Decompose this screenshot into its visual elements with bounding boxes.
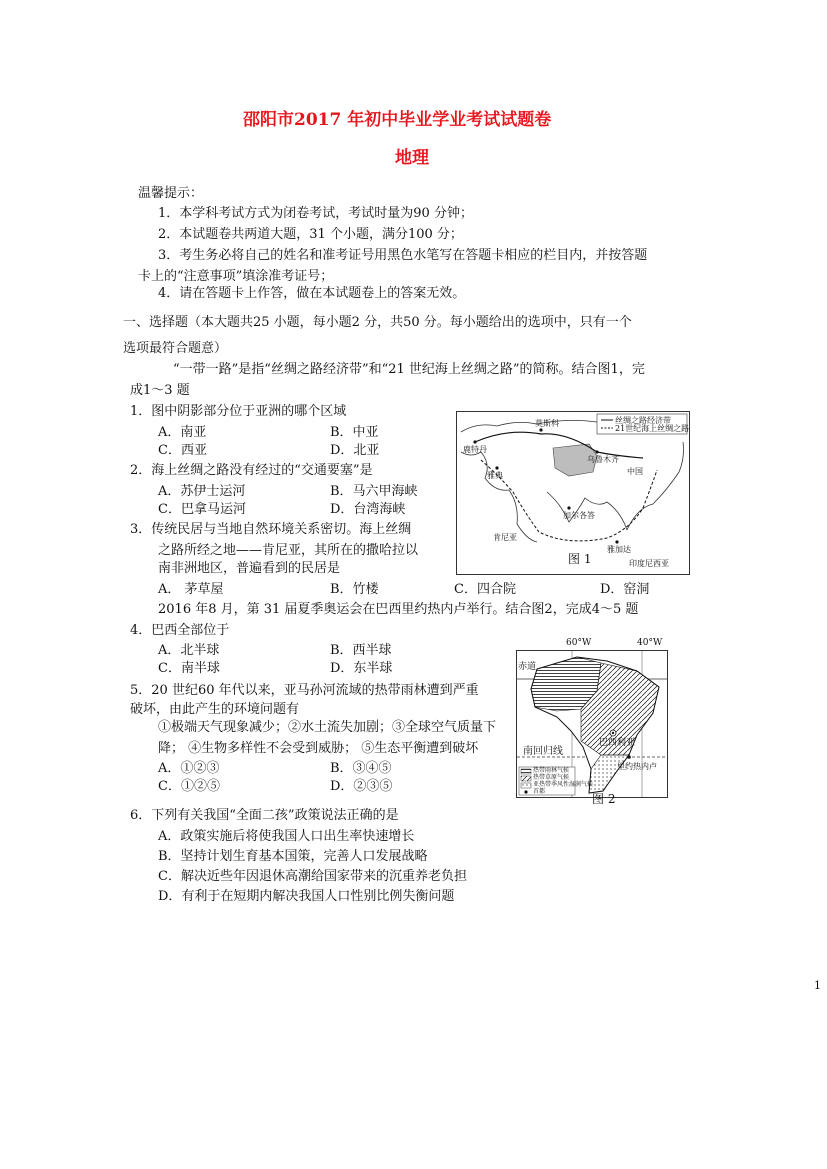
map-label: 中国 (627, 467, 643, 476)
option-c: C．四合院 (454, 582, 516, 597)
intro-text: “一带一路”是指“丝绸之路经济带”和“21 世纪海上丝绸之路”的简称。结合图1，完 (173, 362, 645, 377)
longitude-label: 40°W (637, 638, 663, 648)
option-b: B．竹楼 (330, 582, 379, 597)
question-stem: 5．20 世纪60 年代以来，亚马孙河流域的热带雨林遭到严重 (130, 683, 479, 698)
option-d: D．窑洞 (600, 582, 650, 597)
legend-item: 首都 (533, 788, 546, 795)
map-label: 乌鲁木齐 (587, 455, 619, 464)
legend-item: 亚热带季风性湿润气候 (533, 781, 594, 788)
silk-road-map (457, 412, 689, 574)
section-heading-cont: 选项最符合题意） (123, 341, 228, 356)
intro-text: 2016 年8 月，第 31 届夏季奥运会在巴西里约热内卢举行。结合图2，完成4～5 题 (158, 602, 639, 617)
legend-sea-route: 21世纪海上丝绸之路 (615, 424, 690, 433)
option-d: D．东半球 (330, 661, 393, 676)
option-c: C．解决近些年因退休高潮给国家带来的沉重养老负担 (158, 869, 467, 884)
subject-title: 地理 (395, 148, 429, 168)
option-d: D．北亚 (330, 443, 380, 458)
option-a: A．北半球 (158, 643, 220, 658)
section-heading: 一、选择题（本大题共25 小题，每小题2 分，共50 分。每小题给出的选项中，只有一个 (123, 315, 632, 330)
statement-list-cont: 降； ④生物多样性不会受到威胁； ⑤生态平衡遭到破坏 (158, 741, 479, 756)
figure-caption-2: 图 2 (592, 792, 616, 806)
option-a: A．南亚 (158, 425, 207, 440)
option-a: A． 茅草屋 (158, 582, 224, 597)
statement-list: ①极端天气现象减少；②水土流失加剧；③全球空气质量下 (158, 720, 497, 735)
map-figure-2 (516, 650, 668, 798)
rio-label: 里约热内卢 (617, 762, 657, 771)
map-label: 雅加达 (607, 545, 631, 554)
tropic-label: 南回归线 (523, 746, 563, 757)
map-label: 莫斯科 (535, 419, 559, 428)
legend-item: 热带草原气候 (533, 774, 570, 781)
option-a: A．苏伊士运河 (158, 484, 246, 499)
tip-item: 1．本学科考试方式为闭卷考试，考试时量为90 分钟； (158, 206, 473, 221)
option-c: C．①②⑤ (158, 779, 220, 794)
map-label: 雅典 (487, 471, 503, 480)
option-d: D．有利于在短期内解决我国人口性别比例失衡问题 (158, 889, 455, 904)
option-a: A．政策实施后将使我国人口出生率快速增长 (158, 829, 415, 844)
map-label: 鹿特丹 (463, 445, 487, 454)
question-stem: 4．巴西全部位于 (130, 623, 230, 638)
legend-land-route: 丝绸之路经济带 (615, 416, 671, 425)
option-c: C．巴拿马运河 (158, 502, 246, 517)
figure-caption-1: 图 1 (568, 552, 592, 566)
option-c: C．南半球 (158, 661, 220, 676)
option-d: D．②③⑤ (330, 779, 393, 794)
legend-item: 热带雨林气候 (533, 767, 570, 774)
tip-item: 3．考生务必将自己的姓名和准考证号用黑色水笔写在答题卡相应的栏目内，并按答题 (158, 248, 648, 263)
map-figure-1 (456, 411, 690, 575)
option-b: B．中亚 (330, 425, 379, 440)
question-stem: 2．海上丝绸之路没有经过的“交通要塞”是 (130, 463, 373, 478)
question-stem-cont: 之路所经之地——肯尼亚，其所在的撒哈拉以 (158, 543, 419, 558)
intro-text-cont: 成1～3 题 (130, 383, 190, 398)
option-d: D．台湾海峡 (330, 502, 406, 517)
map-label: 加尔各答 (563, 511, 595, 520)
capital-label: 巴西利亚 (599, 738, 636, 748)
tips-heading: 温馨提示： (138, 186, 204, 201)
option-c: C．西亚 (158, 443, 207, 458)
option-b: B．坚持计划生育基本国策，完善人口发展战略 (158, 849, 428, 864)
map-label: 肯尼亚 (493, 533, 517, 542)
question-stem-cont: 南非洲地区，普遍看到的民居是 (158, 561, 341, 576)
page-title: 邵阳市2017 年初中毕业学业考试试题卷 (243, 110, 552, 130)
option-b: B．③④⑤ (330, 761, 392, 776)
longitude-label: 60°W (566, 638, 592, 648)
map-label: 印度尼西亚 (629, 559, 669, 568)
tip-item: 2．本试题卷共两道大题，31 个小题，满分100 分； (158, 227, 463, 242)
page-number: 1 (814, 979, 821, 992)
tip-item: 卡上的“注意事项”填涂准考证号； (138, 269, 334, 284)
tip-item: 4．请在答题卡上作答，做在本试题卷上的答案无效。 (158, 286, 466, 301)
question-stem: 1．图中阴影部分位于亚洲的哪个区域 (130, 404, 347, 419)
option-b: B．马六甲海峡 (330, 484, 418, 499)
option-a: A．①②③ (158, 761, 220, 776)
question-stem-cont: 破坏，由此产生的环境问题有 (130, 702, 300, 717)
option-b: B．西半球 (330, 643, 392, 658)
question-stem: 6．下列有关我国“全面二孩”政策说法正确的是 (130, 808, 399, 823)
question-stem: 3．传统民居与当地自然环境关系密切。海上丝绸 (130, 522, 412, 537)
equator-label: 赤道 (518, 662, 537, 672)
